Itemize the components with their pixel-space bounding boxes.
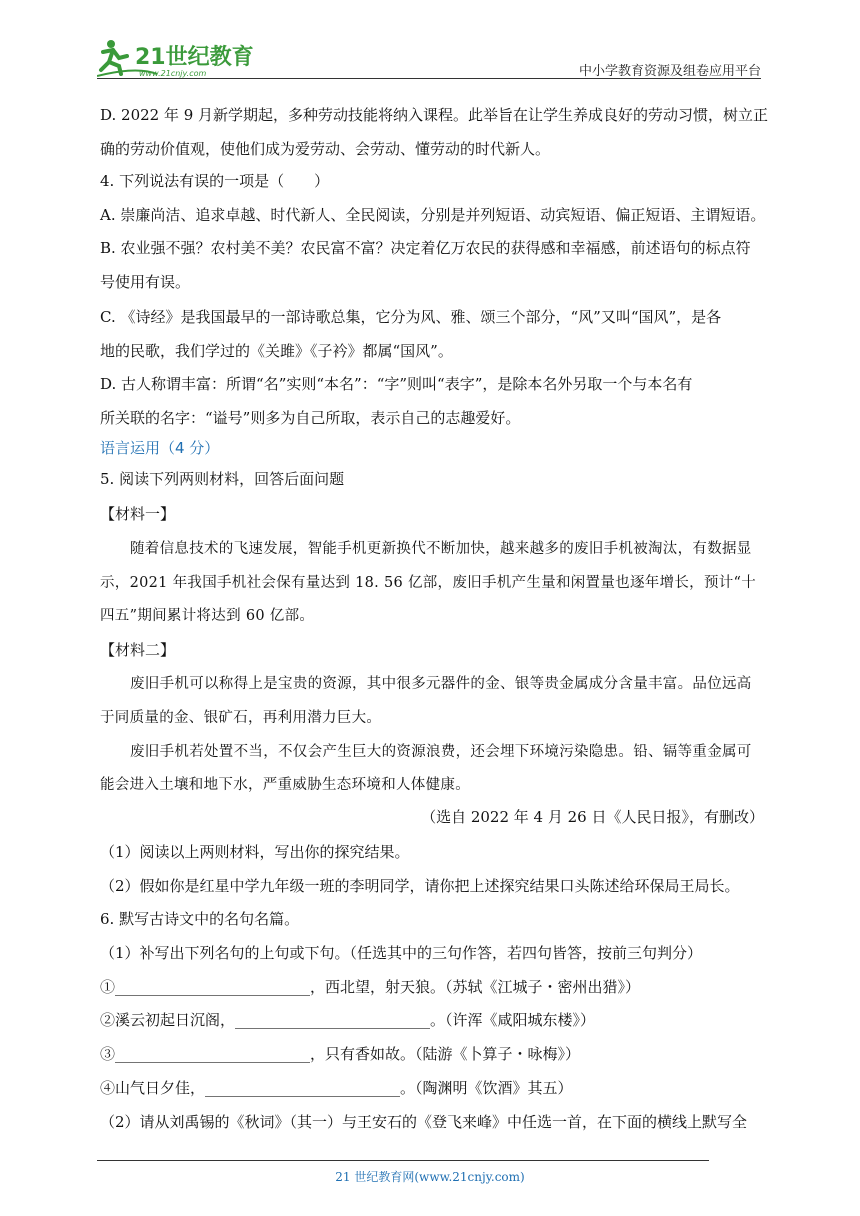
material-2-line-2: 于同质量的金、银矿石，再利用潜力巨大。 (100, 710, 382, 726)
option-c-line-2: 地的民歌，我们学过的《关雎》《子衿》都属“国风”。 (100, 342, 453, 360)
material-2-line-3: 废旧手机若处置不当，不仅会产生巨大的资源浪费，还会埋下环境污染隐患。铅、镉等重金属可 (130, 744, 752, 760)
poem-blank-4: ④山气日夕佳，__________________________。（陶渊明《饮酒》其五） (100, 1079, 573, 1097)
svg-text:21世纪教育: 21世纪教育 (135, 45, 254, 70)
material-1-line-2: 示，2021 年我国手机社会保有量达到 18. 56 亿部，废旧手机产生量和闲置量也逐年增长，预计“十 (100, 575, 757, 591)
material-2-line-4: 能会进入土壤和地下水，严重威胁生态环境和人体健康。 (100, 777, 470, 793)
question-5: 5. 阅读下列两则材料，回答后面问题 (100, 470, 345, 488)
material-1-line-3: 四五”期间累计将达到 60 亿部。 (100, 608, 315, 624)
question-6-1: （1）补写出下列名句的上句或下句。（任选其中的三句作答，若四句皆答，按前三句判分） (100, 944, 703, 962)
option-a: A. 崇廉尚洁、追求卓越、时代新人、全民阅读，分别是并列短语、动宾短语、偏正短语、主谓短语。 (100, 206, 766, 224)
option-d2-line-2: 所关联的名字：“谥号”则多为自己所取，表示自己的志趣爱好。 (100, 409, 521, 427)
option-c-line-1: C. 《诗经》是我国最早的一部诗歌总集，它分为风、雅、颂三个部分，“风”又叫“国风”，是各 (100, 308, 722, 326)
question-5-1: （1）阅读以上两则材料，写出你的探究结果。 (100, 843, 410, 861)
poem-blank-1: ①__________________________，西北望，射天狼。（苏轼《江城子・密州出猎》） (100, 978, 641, 996)
question-4: 4. 下列说法有误的一项是（ ） (100, 172, 330, 190)
material-2-title: 【材料二】 (100, 641, 176, 659)
option-d2-line-1: D. 古人称谓丰富：所谓“名”实则“本名”：“字”则叫“表字”，是除本名外另取一个与本名有 (100, 375, 693, 393)
material-1-line-1: 随着信息技术的飞速发展，智能手机更新换代不断加快，越来越多的废旧手机被淘汰，有数据显 (130, 541, 752, 557)
logo-21cnjy (97, 36, 257, 80)
platform-name: 中小学教育资源及组卷应用平台 (578, 64, 761, 79)
page-footer: 21 世纪教育网(www.21cnjy.com) (335, 1170, 525, 1184)
material-2-line-1: 废旧手机可以称得上是宝贵的资源，其中很多元器件的金、银等贵金属成分含量丰富。品位远高 (130, 676, 752, 692)
source-citation: （选自 2022 年 4 月 26 日《人民日报》，有删改） (421, 808, 764, 826)
material-1-title: 【材料一】 (100, 505, 176, 523)
question-6: 6. 默写古诗文中的名句名篇。 (100, 910, 300, 928)
poem-blank-2: ②溪云初起日沉阁，__________________________。（许浑《咸阳城东楼》） (100, 1011, 596, 1029)
question-6-2: （2）请从刘禹锡的《秋词》（其一）与王安石的《登飞来峰》中任选一首，在下面的横线上默写全 (100, 1113, 748, 1131)
section-heading: 语言运用（4 分） (100, 439, 220, 457)
option-d-line-1: D. 2022 年 9 月新学期起，多种劳动技能将纳入课程。此举旨在让学生养成良好的劳动习惯，树立正 (100, 106, 769, 124)
poem-blank-3: ③__________________________，只有香如故。（陆游《卜算子・咏梅》） (100, 1045, 581, 1063)
footer-divider (97, 1160, 709, 1161)
option-b-line-2: 号使用有误。 (100, 273, 191, 291)
question-5-2: （2）假如你是红星中学九年级一班的李明同学，请你把上述探究结果口头陈述给环保局王局长。 (100, 877, 740, 895)
page-header (97, 36, 761, 80)
option-d-line-2: 确的劳动价值观，使他们成为爱劳动、会劳动、懂劳动的时代新人。 (100, 140, 551, 158)
svg-text:www.21cnjy.com: www.21cnjy.com (139, 69, 207, 78)
header-divider (97, 78, 761, 79)
option-b-line-1: B. 农业强不强？农村美不美？农民富不富？决定着亿万农民的获得感和幸福感，前述语句的标点符 (100, 239, 751, 257)
